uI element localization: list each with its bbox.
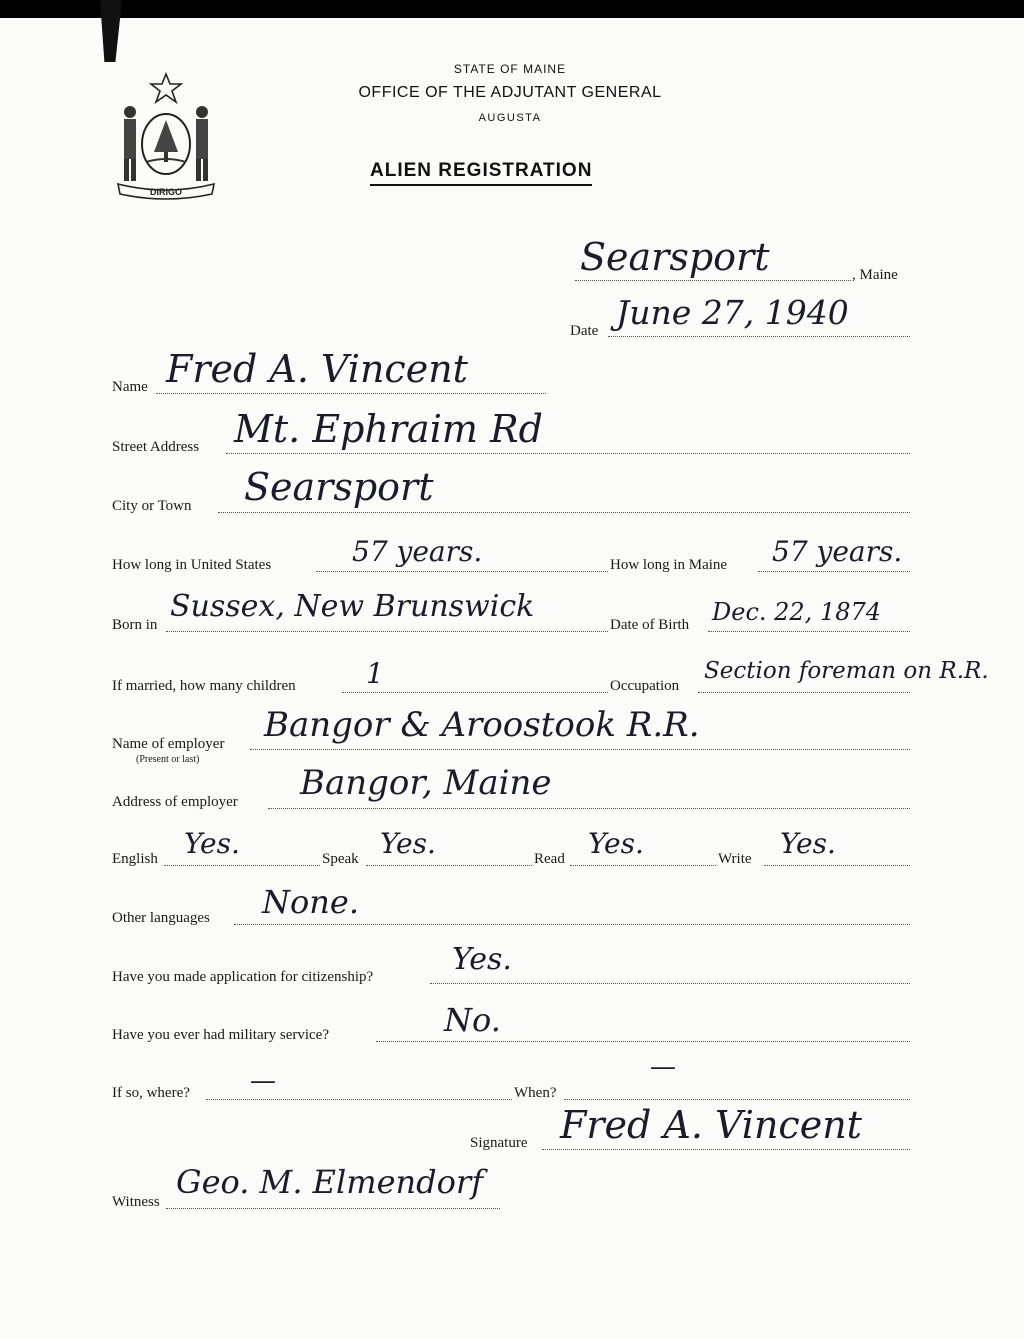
date-label: Date: [570, 323, 599, 339]
when-value: —: [650, 1052, 676, 1082]
other-languages-label: Other languages: [112, 910, 210, 926]
citizenship-label: Have you made application for citizenship?: [112, 969, 374, 985]
employer-address-line: [268, 808, 910, 809]
employer-label: Name of employer: [112, 736, 225, 752]
street-line: [226, 453, 910, 454]
how-long-us-value: 57 years.: [352, 535, 483, 568]
name-label: Name: [112, 379, 148, 395]
how-long-us-line: [316, 571, 608, 572]
when-line: [564, 1099, 910, 1100]
city-heading: AUGUSTA: [478, 112, 542, 124]
where-label: If so, where?: [112, 1085, 190, 1101]
witness-value: Geo. M. Elmendorf: [176, 1163, 484, 1201]
english-line: [164, 865, 320, 866]
city-line: [218, 512, 910, 513]
date-line: [608, 336, 910, 337]
dob-value: Dec. 22, 1874: [712, 598, 882, 626]
speak-value: Yes.: [380, 827, 436, 860]
english-value: Yes.: [184, 827, 240, 860]
town-line: [575, 280, 851, 281]
dob-line: [708, 631, 910, 632]
other-languages-value: None.: [262, 883, 359, 921]
street-value: Mt. Ephraim Rd: [234, 407, 543, 451]
witness-line: [166, 1208, 500, 1209]
when-label: When?: [514, 1085, 557, 1101]
how-long-maine-line: [758, 571, 910, 572]
city-value: Searsport: [244, 465, 434, 509]
state-seal-icon: [112, 72, 220, 200]
children-line: [342, 692, 608, 693]
date-value: June 27, 1940: [616, 293, 849, 332]
military-label: Have you ever had military service?: [112, 1027, 329, 1043]
speak-label: Speak: [322, 851, 359, 867]
english-label: English: [112, 851, 158, 867]
seal-motto: DIRIGO: [149, 187, 183, 197]
form-title: ALIEN REGISTRATION: [370, 160, 592, 186]
signature-value: Fred A. Vincent: [560, 1103, 862, 1147]
other-languages-line: [234, 924, 910, 925]
employer-note: (Present or last): [136, 754, 200, 765]
write-value: Yes.: [780, 827, 836, 860]
born-in-label: Born in: [112, 617, 158, 633]
city-label: City or Town: [112, 498, 192, 514]
employer-address-label: Address of employer: [112, 794, 238, 810]
citizenship-value: Yes.: [452, 942, 512, 977]
born-in-line: [166, 631, 608, 632]
town-value: Searsport: [580, 235, 770, 279]
employer-line: [250, 749, 910, 750]
read-label: Read: [534, 851, 565, 867]
maine-label: , Maine: [852, 267, 898, 283]
where-line: [206, 1099, 512, 1100]
military-line: [376, 1041, 910, 1042]
name-line: [156, 393, 546, 394]
children-label: If married, how many children: [112, 678, 296, 694]
signature-line: [542, 1149, 910, 1150]
military-value: No.: [444, 1001, 501, 1039]
signature-label: Signature: [470, 1135, 528, 1151]
speak-line: [366, 865, 532, 866]
occupation-value: Section foreman on R.R.: [704, 658, 989, 684]
write-line: [764, 865, 910, 866]
occupation-label: Occupation: [610, 678, 680, 694]
street-label: Street Address: [112, 439, 200, 455]
employer-address-value: Bangor, Maine: [300, 763, 552, 803]
occupation-line: [698, 692, 910, 693]
read-value: Yes.: [588, 827, 644, 860]
state-heading: STATE OF MAINE: [453, 62, 567, 76]
office-heading: OFFICE OF THE ADJUTANT GENERAL: [358, 84, 662, 101]
how-long-maine-value: 57 years.: [772, 535, 903, 568]
citizenship-line: [430, 983, 910, 984]
witness-label: Witness: [112, 1194, 160, 1210]
read-line: [570, 865, 716, 866]
employer-value: Bangor & Aroostook R.R.: [264, 705, 700, 745]
dob-label: Date of Birth: [610, 617, 690, 633]
how-long-us-label: How long in United States: [112, 557, 272, 573]
write-label: Write: [718, 851, 752, 867]
children-value: 1: [366, 657, 384, 690]
born-in-value: Sussex, New Brunswick: [170, 589, 535, 624]
how-long-maine-label: How long in Maine: [610, 557, 728, 573]
where-value: —: [250, 1066, 276, 1096]
name-value: Fred A. Vincent: [166, 347, 468, 391]
